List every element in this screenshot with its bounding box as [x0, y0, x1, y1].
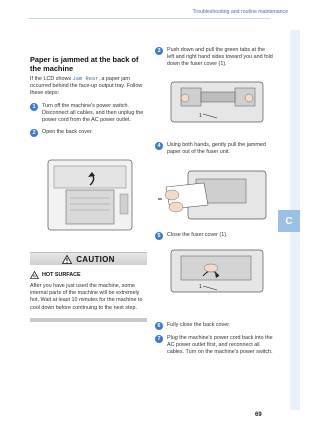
step-text: Open the back cover.: [42, 129, 93, 136]
pull-paper-illustration: [158, 165, 270, 223]
warning-triangle-icon: [62, 255, 72, 264]
step-number-badge: 3: [155, 47, 163, 55]
caution-title: CAUTION: [76, 254, 115, 264]
step-number-badge: 2: [30, 129, 38, 137]
caution-footer-bar: [30, 318, 147, 322]
running-header: Troubleshooting and routine maintenance: [192, 9, 288, 15]
step-text: Fully close the back cover.: [167, 322, 231, 328]
intro-post: , a paper jam occurred behind the face-up output tray. Follow these steps:: [30, 76, 143, 97]
callout-1: 1: [199, 113, 202, 119]
step-number-badge: 7: [155, 335, 163, 343]
right-column: [155, 47, 273, 69]
close-fuser-illustration: [163, 246, 268, 296]
hot-surface-icon: [30, 271, 39, 279]
step-4: [155, 142, 273, 156]
intro-paragraph: [30, 76, 147, 98]
caution-box: [30, 252, 147, 322]
intro-pre: If the LCD shows: [30, 76, 73, 82]
step-number-badge: 6: [155, 322, 163, 330]
page-number: 69: [255, 412, 262, 418]
figure-open-back-cover: [40, 150, 140, 240]
step-number-badge: 1: [30, 103, 38, 111]
step-5: [155, 232, 273, 240]
step-text: Turn off the machine's power switch. Disconnect all cables, and then unplug the power cord from the AC power outlet.: [42, 102, 144, 124]
chapter-tab: C: [278, 210, 300, 232]
printer-back-illustration: [40, 150, 140, 240]
step-7: [155, 335, 273, 357]
figure-pull-paper: [158, 165, 270, 223]
fuser-cover-illustration: [163, 78, 268, 126]
right-steps-6-7-wrap: [155, 322, 273, 357]
header-divider: [28, 18, 270, 19]
left-column: [30, 55, 147, 137]
hot-surface-row: [30, 271, 147, 279]
hot-surface-label: HOT SURFACE: [42, 272, 81, 278]
step-text: Close the fuser cover (1).: [167, 232, 228, 238]
caution-header: [30, 252, 147, 265]
figure-close-fuser-cover: [163, 246, 268, 296]
lcd-message: Jam Rear: [72, 76, 99, 82]
step-text: Push down and pull the green tabs at the left and right hand sides toward you and fold down the fuser cover (1).: [167, 47, 273, 68]
caution-text: After you have just used the machine, some internal parts of the machine will be extremely hot. Wait at least 10 minutes for the machine to cool down before continuing to the next step.: [30, 283, 143, 311]
step-number-badge: 4: [155, 142, 163, 150]
step-text: Plug the machine's power cord back into the AC power outlet first, and reconnect all cables. Turn on the machine's power switch.: [167, 335, 273, 356]
figure-fold-fuser-cover: [163, 78, 268, 126]
step-3: [155, 47, 273, 69]
step-1: [30, 103, 147, 125]
step-6: [155, 322, 273, 330]
step-2: [30, 129, 147, 137]
section-title: Paper is jammed at the back of the machine: [30, 55, 139, 73]
step-number-badge: 5: [155, 232, 163, 240]
step-text: Using both hands, gently pull the jammed paper out of the fuser unit.: [167, 142, 266, 156]
right-step-5-wrap: [155, 232, 273, 240]
callout-1: 1: [199, 284, 202, 290]
right-step-4-wrap: [155, 142, 273, 156]
